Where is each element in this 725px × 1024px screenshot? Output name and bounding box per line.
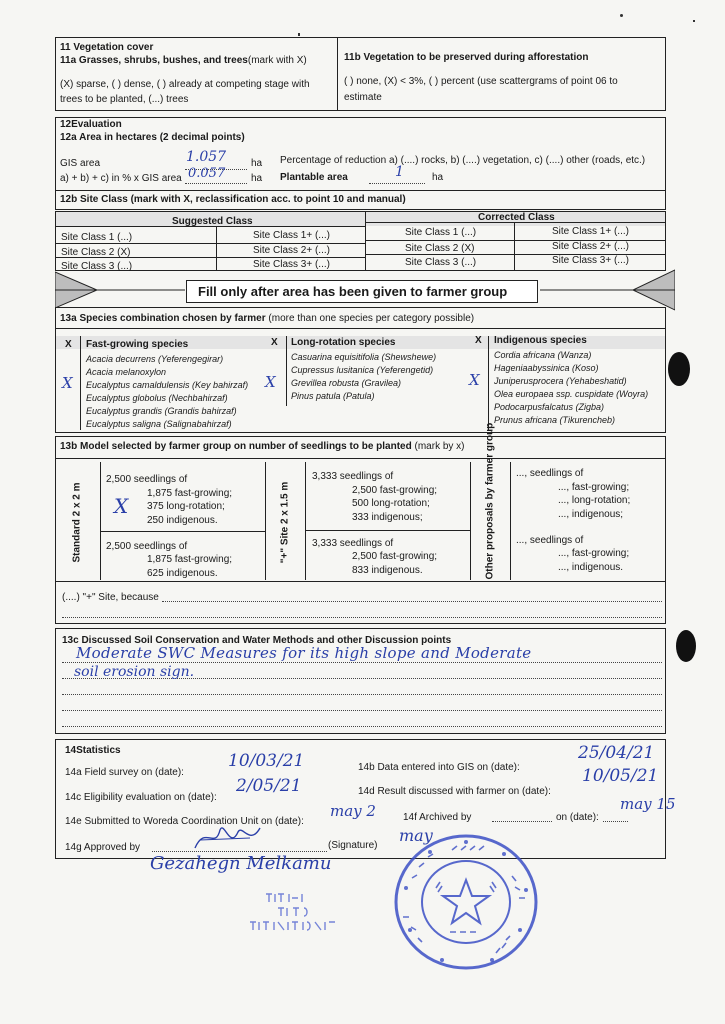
s14f-on: on (date): <box>556 812 599 823</box>
other2-line: ..., seedlings of <box>516 535 584 546</box>
long-species: Cupressus lusitanica (Yeferengetid) <box>291 365 434 375</box>
approver-name: Gezahegn Melkamu <box>150 853 332 874</box>
ha-unit: ha <box>432 172 444 183</box>
plus2-line: 2,500 fast-growing; <box>352 551 438 562</box>
site-class-cell: Site Class 1+ (...) <box>253 230 330 241</box>
x-col: X <box>65 339 72 350</box>
plus1-line: 333 indigenous; <box>352 512 423 523</box>
fast-species: Eucalyptus globolus (Nechbahirzaf) <box>86 393 228 403</box>
s12a-title: 12a Area in hectares (2 decimal points) <box>60 132 245 143</box>
gis-area-value: 1.057 <box>186 149 227 165</box>
s14f-label: 14f Archived by <box>403 812 472 823</box>
s12b-title: 12b Site Class (mark with X, reclassification acc. to point 10 and manual) <box>60 194 406 205</box>
s12-title: 12Evaluation <box>60 119 122 130</box>
species-mark: X <box>469 371 480 389</box>
s13c-handwriting: soil erosion sign. <box>74 664 195 680</box>
plantable-label: Plantable area <box>280 172 348 183</box>
indig-species: Prunus africana (Tikurencheb) <box>494 415 615 425</box>
fast-species: Eucalyptus camaldulensis (Key bahirzaf) <box>86 380 249 390</box>
site-class-cell: Site Class 1 (...) <box>61 232 133 243</box>
std2-line: 2,500 seedlings of <box>106 541 188 552</box>
std1-line: 250 indigenous. <box>147 515 218 526</box>
ha-unit: ha <box>251 158 263 169</box>
other1-line: ..., long-rotation; <box>558 495 631 506</box>
sum-value: 0.057 <box>188 166 226 181</box>
std2-line: 1,875 fast-growing; <box>147 554 233 565</box>
site-class-cell: Site Class 3+ (...) <box>552 255 629 266</box>
species-mark: X <box>62 374 73 392</box>
indig-species: Cordia africana (Wanza) <box>494 350 592 360</box>
long-species: Grevillea robusta (Gravilea) <box>291 378 402 388</box>
s14a-value: 10/03/21 <box>228 751 305 771</box>
s11b-line2: estimate <box>344 92 382 103</box>
indig-species: Podocarpusfalcatus (Zigba) <box>494 402 605 412</box>
site-class-cell: Site Class 1+ (...) <box>552 226 629 237</box>
s14g-label: 14g Approved by <box>65 842 141 853</box>
s14b-label: 14b Data entered into GIS on (date): <box>358 762 520 773</box>
punch-hole <box>676 630 696 662</box>
s14g-signature-value: may <box>399 826 433 845</box>
site-class-cell: Site Class 3 (...) <box>405 257 477 268</box>
site-class-cell: Site Class 3+ (...) <box>253 259 330 270</box>
reduction-text: Percentage of reduction a) (....) rocks, b) (....) vegetation, c) (....) other (roads, etc.) <box>280 155 646 166</box>
fast-species: Acacia decurrens (Yeferengegirar) <box>86 354 224 364</box>
other2-line: ..., indigenous. <box>558 562 624 573</box>
fast-species: Eucalyptus grandis (Grandis bahirzaf) <box>86 406 237 416</box>
s13c-handwriting: Moderate SWC Measures for its high slope and Moderate <box>76 644 532 662</box>
sum-label: a) + b) + c) in % x GIS area <box>60 173 182 184</box>
s14g-signature-label: (Signature) <box>328 840 378 851</box>
ethiopic-stamp-text <box>238 888 378 932</box>
site-class-cell: Site Class 2+ (...) <box>552 241 629 252</box>
punch-hole <box>668 352 690 386</box>
site-class-cell: Site Class 1 (...) <box>405 227 477 238</box>
long-species: Casuarina equisitifolia (Shewshewe) <box>291 352 437 362</box>
s13c-title: 13c Discussed Soil Conservation and Water Methods and other Discussion points <box>62 635 452 646</box>
signature-scribble <box>190 820 270 856</box>
s11a-line1: (X) sparse, ( ) dense, ( ) already at competing stage with <box>60 79 310 90</box>
x-col: X <box>271 337 278 348</box>
s11b-title: 11b Vegetation to be preserved during afforestation <box>344 52 589 63</box>
s14c-value: 2/05/21 <box>236 776 302 796</box>
scan-speck <box>298 33 300 36</box>
std1-line: 2,500 seedlings of <box>106 474 188 485</box>
plantable-value: 1 <box>395 164 404 180</box>
s13b-title: 13b Model selected by farmer group on number of seedlings to be planted (mark by x) <box>60 441 465 452</box>
plus1-line: 500 long-rotation; <box>352 498 430 509</box>
standard-label: Standard 2 x 2 m <box>71 482 83 563</box>
banner-text: Fill only after area has been given to farmer group <box>198 284 508 299</box>
s14a-label: 14a Field survey on (date): <box>65 767 184 778</box>
s11b-line1: ( ) none, (X) < 3%, ( ) percent (use scattergrams of point 06 to <box>344 76 618 87</box>
official-seal-icon <box>392 832 540 972</box>
other1-line: ..., seedlings of <box>516 468 584 479</box>
std1-line: 1,875 fast-growing; <box>147 488 233 499</box>
s14b-value: 25/04/21 <box>578 743 655 763</box>
s14-title: 14Statistics <box>65 745 121 756</box>
fast-species: Acacia melanoxylon <box>86 367 167 377</box>
s14e-label: 14e Submitted to Woreda Coordination Unit on (date): <box>65 816 304 827</box>
s11a-title: 11a Grasses, shrubs, bushes, and trees(mark with X) <box>60 55 307 66</box>
long-header: Long-rotation species <box>291 337 396 348</box>
plus2-line: 833 indigenous. <box>352 565 423 576</box>
plus1-line: 3,333 seedlings of <box>312 471 394 482</box>
plus1-line: 2,500 fast-growing; <box>352 485 438 496</box>
std2-line: 625 indigenous. <box>147 568 218 579</box>
scan-speck <box>693 20 695 22</box>
fast-species: Eucalyptus saligna (Salignabahirzaf) <box>86 419 232 429</box>
s13a-title: 13a Species combination chosen by farmer (more than one species per category possible) <box>60 313 475 324</box>
species-mark: X <box>265 373 276 391</box>
site-class-cell: Site Class 3 (...) <box>61 261 133 272</box>
s14f-value: may 15 <box>620 795 676 813</box>
indig-header: Indigenous species <box>494 335 587 346</box>
indig-species: Juniperusprocera (Yehabeshatid) <box>494 376 627 386</box>
site-class-cell: Site Class 2 (X) <box>61 247 131 258</box>
site-class-cell: Site Class 2+ (...) <box>253 245 330 256</box>
model-mark: X <box>114 494 129 518</box>
std1-line: 375 long-rotation; <box>147 501 225 512</box>
indig-species: Hageniaabyssinica (Koso) <box>494 363 599 373</box>
x-col: X <box>475 335 482 346</box>
s14d-label: 14d Result discussed with farmer on (date): <box>358 786 551 797</box>
s11-title: 11 Vegetation cover <box>60 42 154 53</box>
s14c-label: 14c Eligibility evaluation on (date): <box>65 792 217 803</box>
suggested-class-header: Suggested Class <box>172 216 253 227</box>
corrected-class-header: Corrected Class <box>478 212 555 223</box>
s14d-value: 10/05/21 <box>582 766 659 786</box>
other1-line: ..., fast-growing; <box>558 482 630 493</box>
other2-line: ..., fast-growing; <box>558 548 630 559</box>
other-proposals-label: Other proposals by farmer group <box>484 422 496 580</box>
gis-area-label: GIS area <box>60 158 101 169</box>
plus-site-label: "+" Site 2 x 1.5 m <box>279 481 291 564</box>
plus-site-because: (....) "+" Site, because <box>62 592 159 603</box>
long-species: Pinus patula (Patula) <box>291 391 375 401</box>
s14e-value: may 2 <box>330 802 376 820</box>
ha-unit: ha <box>251 173 263 184</box>
other1-line: ..., indigenous; <box>558 509 624 520</box>
scan-speck <box>620 14 623 17</box>
plus2-line: 3,333 seedlings of <box>312 538 394 549</box>
s11a-line2: trees to be planted, (...) trees <box>60 94 189 105</box>
indig-species: Olea europaea ssp. cuspidate (Woyra) <box>494 389 649 399</box>
fast-header: Fast-growing species <box>86 339 189 350</box>
site-class-cell: Site Class 2 (X) <box>405 243 475 254</box>
